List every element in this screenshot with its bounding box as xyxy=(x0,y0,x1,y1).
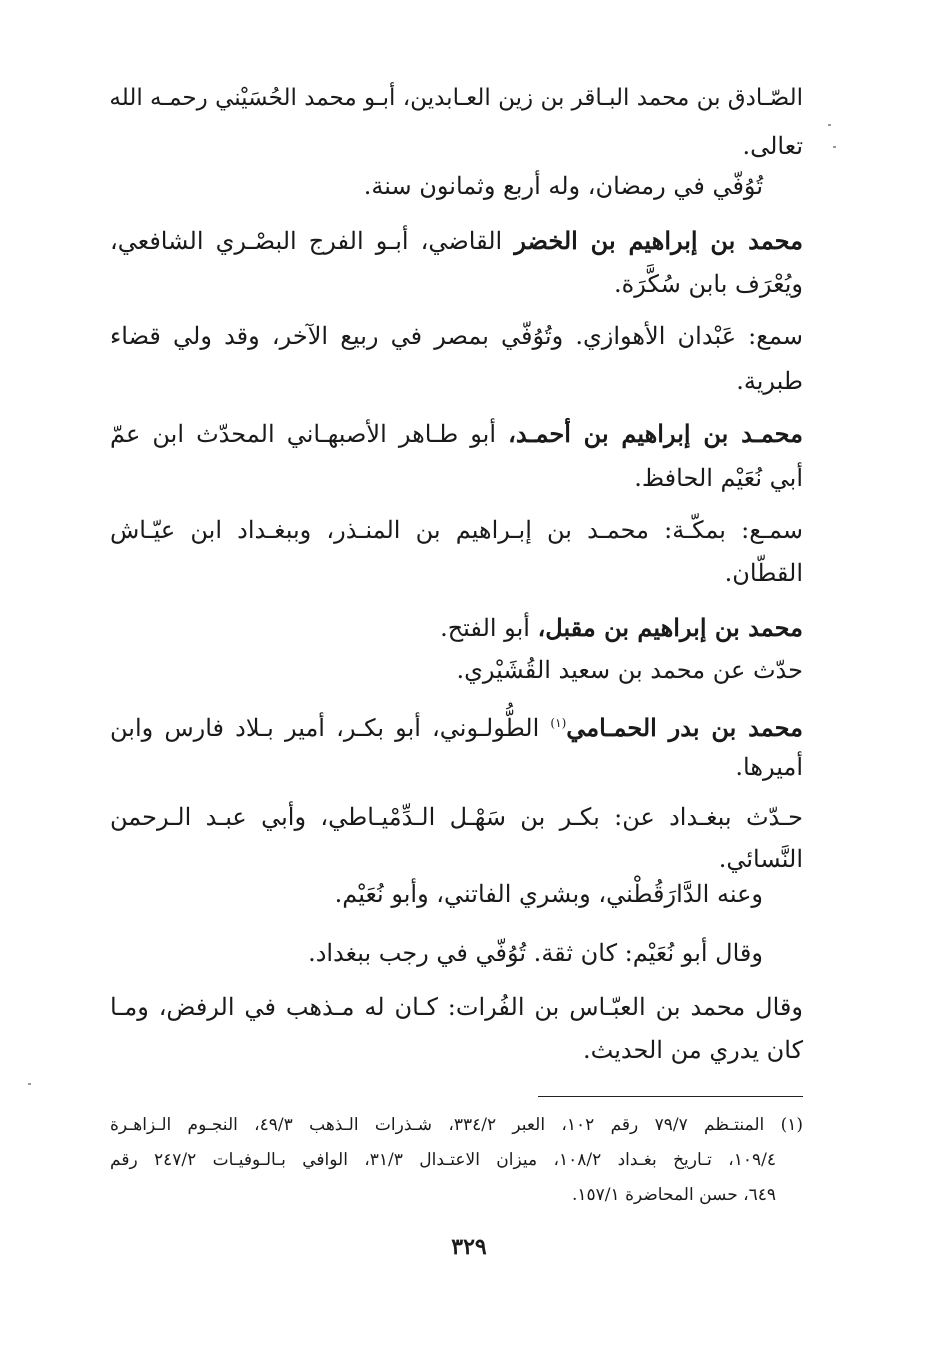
scan-speck xyxy=(28,1083,31,1085)
text-line: النَّسائي. xyxy=(718,845,803,873)
text-line: سمع: عَبْدان الأهوازي. وتُوُفّي بمصر في ربيع الآخر، وقد ولي قضاء xyxy=(110,322,803,350)
entry-heading: محمد بن إبراهيم بن مقبل، أبو الفتح. xyxy=(440,613,803,642)
scan-speck xyxy=(828,124,831,126)
text-line: حـدّث ببغـداد عن: بكـر بن سَهْـل الـدِّمْيـاطي، وأبي عبـد الـرحمن xyxy=(110,803,803,831)
entry-name: محمـد بن إبراهيم بن أحمـد، xyxy=(508,419,803,448)
text-line: أميرها. xyxy=(735,753,803,781)
text-line: الصّـادق بن محمد البـاقر بن زين العـابدين، أبـو محمد الحُسَيْني رحمـه الله xyxy=(109,85,803,111)
text-line: كان يدري من الحديث. xyxy=(583,1036,803,1064)
text-line: تُوُفّي في رمضان، وله أربع وثمانون سنة. xyxy=(363,172,763,200)
text-line: وعنه الدَّارَقُطْني، وبشري الفاتني، وأبو نُعَيْم. xyxy=(334,880,763,908)
entry-name: محمد بن إبراهيم بن مقبل، xyxy=(537,613,803,642)
footnote-line: ١٠٩/٤، تـاريخ بغـداد ١٠٨/٢، ميزان الاعتـدال ٣١/٣، الوافي بـالـوفيـات ٢٤٧/٢ رقم xyxy=(110,1150,776,1170)
text-line: أبي نُعَيْم الحافظ. xyxy=(634,464,803,492)
entry-heading: محمد بن إبراهيم بن الخضر القاضي، أبـو الفرج البصْـري الشافعي، xyxy=(110,226,804,255)
text-line: وقال محمد بن العبّـاس بن الفُرات: كـان له مـذهب في الرفض، ومـا xyxy=(110,993,803,1021)
footnote-line: (١) المنتـظم ٧٩/٧ رقم ١٠٢، العبر ٣٣٤/٢، شـذرات الـذهب ٤٩/٣، النجـوم الـزاهـرة xyxy=(110,1115,804,1135)
text-line: القطّان. xyxy=(724,559,803,587)
text-line: حدّث عن محمد بن سعيد القُشَيْري. xyxy=(456,656,803,684)
page-number: ٣٢٩ xyxy=(451,1234,487,1260)
entry-name: محمد بن بدر الحمـامي xyxy=(566,713,803,742)
footnote-divider xyxy=(538,1096,803,1097)
text-line: تعالى. xyxy=(742,132,803,160)
footnote-line: ٦٤٩، حسن المحاضرة ١٥٧/١. xyxy=(572,1185,776,1205)
entry-heading: محمد بن بدر الحمـامي$^{(١)}$ الطُّولـوني، أبو بكـر، أمير بـلاد فارس وابن xyxy=(110,713,803,742)
text-line: سمـع: بمكّـة: محمـد بن إبـراهيم بن المنـذر، وببغـداد ابن عيّـاش xyxy=(110,516,803,544)
entry-heading: محمـد بن إبراهيم بن أحمـد، أبو طـاهر الأصبهـاني المحدّث ابن عمّ xyxy=(110,419,803,448)
scan-speck xyxy=(833,146,836,148)
text-line: وقال أبو نُعَيْم: كان ثقة. تُوُفّي في رجب ببغداد. xyxy=(308,939,763,967)
text-line: طبرية. xyxy=(736,367,803,395)
entry-name: محمد بن إبراهيم بن الخضر xyxy=(514,226,804,255)
footnote-reference: (١) xyxy=(550,716,567,730)
text-line: ويُعْرَف بابن سُكَّرَة. xyxy=(614,270,803,298)
